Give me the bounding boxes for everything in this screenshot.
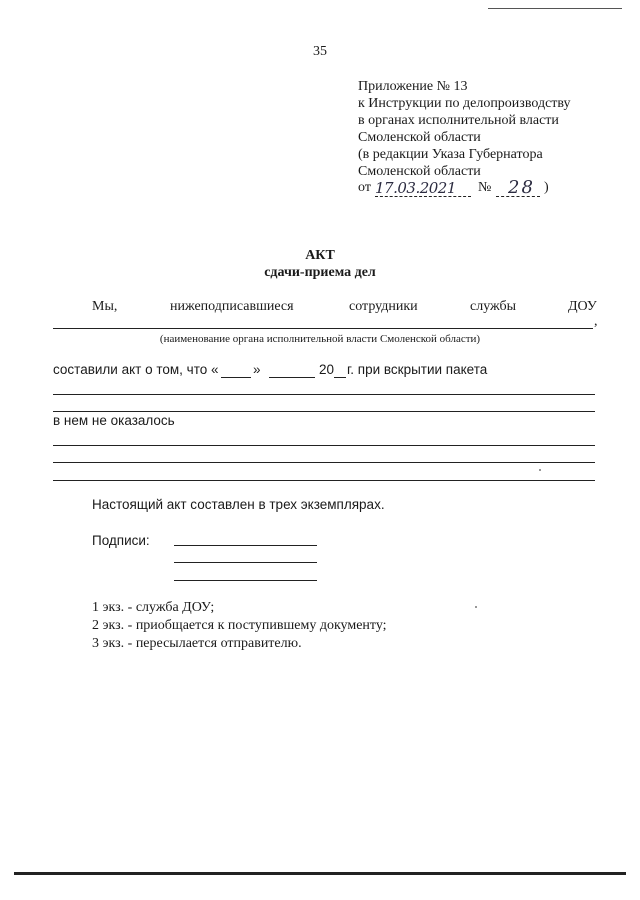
copy-item: 1 экз. - служба ДОУ; <box>92 600 215 615</box>
year-blank <box>334 377 346 378</box>
closing-paren: ) <box>544 180 549 195</box>
day-close-quote: » <box>253 362 261 377</box>
number-label: № <box>478 180 492 195</box>
appendix-line: Смоленской области <box>358 164 481 179</box>
signature-line <box>174 545 317 546</box>
copy-item: 2 экз. - приобщается к поступившему документу; <box>92 618 387 633</box>
appendix-date-row <box>358 177 558 202</box>
fill-line <box>53 462 595 463</box>
not-found-label: в нем не оказалось <box>53 413 175 428</box>
intro-word: Мы, <box>92 299 118 314</box>
document-subtitle: сдачи-приема дел <box>264 265 376 280</box>
scan-edge-bottom <box>14 872 626 875</box>
from-label: от <box>358 180 371 195</box>
fill-line <box>53 411 595 412</box>
intro-word: службы <box>470 299 517 314</box>
statement-text: Настоящий акт составлен в трех экземплярах. <box>92 497 385 512</box>
compiled-row <box>53 362 513 382</box>
appendix-line: Приложение № 13 <box>358 79 468 94</box>
number-underline <box>496 196 540 197</box>
page-number: 35 <box>313 44 327 59</box>
appendix-header <box>358 78 571 180</box>
year-prefix: 20 <box>319 362 335 377</box>
month-blank <box>269 377 315 378</box>
handwritten-date: 17.03.2021 <box>375 179 456 197</box>
copy-item: 3 экз. - пересылается отправителю. <box>92 636 302 651</box>
document-title: АКТ <box>305 248 335 263</box>
intro-word: ДОУ <box>568 299 597 314</box>
compiled-text-before: составили акт о том, что « <box>53 362 219 377</box>
fill-line <box>53 480 595 481</box>
fill-line <box>53 394 595 395</box>
organ-name-line <box>53 328 593 329</box>
signature-line <box>174 580 317 581</box>
appendix-line: Смоленской области <box>358 130 481 145</box>
appendix-line: (в редакции Указа Губернатора <box>358 147 543 162</box>
organ-name-caption: (наименование органа исполнительной власти Смоленской области) <box>159 333 481 345</box>
scan-speck <box>475 606 477 608</box>
fill-line <box>53 445 595 446</box>
compiled-text-after: г. при вскрытии пакета <box>347 362 488 377</box>
handwritten-number: 28 <box>508 177 535 198</box>
scan-edge-top <box>488 8 622 9</box>
organ-line-comma: , <box>594 314 598 329</box>
day-blank <box>221 377 251 378</box>
intro-word: нижеподписавшиеся <box>170 299 294 314</box>
intro-word: сотрудники <box>349 299 418 314</box>
appendix-line: в органах исполнительной власти <box>358 113 559 128</box>
copies-list <box>92 599 387 653</box>
signature-line <box>174 562 317 563</box>
date-underline <box>375 196 471 197</box>
appendix-line: к Инструкции по делопроизводству <box>358 96 571 111</box>
signatures-label: Подписи: <box>92 533 150 548</box>
scan-speck <box>539 469 541 471</box>
